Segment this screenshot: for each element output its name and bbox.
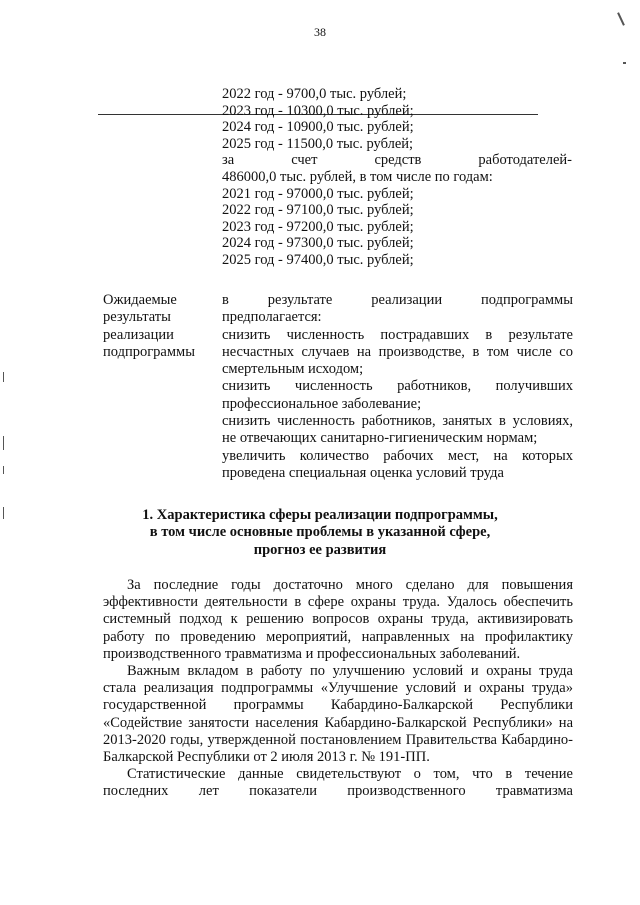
scan-mark-left-1 [3,372,4,382]
section-title [110,507,530,559]
section-title-line: в том числе основные проблемы в указанной сфере, [149,524,491,541]
employers-word: счет [291,152,318,169]
employers-word: средств [374,152,422,169]
results-item: снизить численность работников, занятых в условиях, не отвечающих санитарно-гигиеническим нормам; [222,413,573,447]
employers-year-line: 2025 год - 97400,0 тыс. рублей; [222,251,414,268]
body-paragraph: За последние годы достаточно много сделано для повышения эффективности деятельности в сфере охраны труда. Удалось обеспечить системный подход к решению вопросов охраны труда, активизировать работу по проведению мероприятий, направленных на профилактику производственного травматизма и профессиональных заболеваний. [103,577,573,662]
body-paragraph: Статистические данные свидетельствуют о том, что в течение последних лет показатели производственного травматизма [103,766,573,800]
body-paragraph: Важным вкладом в работу по улучшению условий и охраны труда стала реализация подпрограммы «Улучшение условий и охраны труда» государственной программы Кабардино-Балкарской Республики «Содействие занятости населения Кабардино-Балкарской Республики» на 2013-2020 годы, утвержденной постановлением Правительства Кабардино-Балкарской Республики от 2 июля 2013 г. № 191-ПП. [103,663,573,766]
results-item: снизить численность пострадавших в результате несчастных случаев на производстве, в том числе со смертельным исходом; [222,326,573,378]
section-body [103,577,573,801]
results-intro-word: подпрограммы [481,292,573,308]
scan-mark-left-4 [3,507,4,519]
employers-year-line: 2022 год - 97100,0 тыс. рублей; [222,202,414,219]
results-item: снизить численность работников, получивших профессиональное заболевание; [222,378,573,412]
scan-mark-left-2 [3,436,4,450]
employers-word: работодателей- [478,152,572,169]
scan-mark-left-3 [3,466,4,474]
employers-year-line: 2023 год - 97200,0 тыс. рублей; [222,218,414,235]
results-intro-continuation: предполагается: [222,309,322,326]
results-intro-word: в [222,292,229,308]
scan-mark-top-right [617,12,625,26]
employers-year-line: 2024 год - 97300,0 тыс. рублей; [222,235,414,252]
results-intro-word: реализации [371,292,443,308]
scan-mark-top-right-small [623,62,626,64]
employers-word: за [222,152,235,169]
employers-year-line: 2021 год - 97000,0 тыс. рублей; [222,185,414,202]
expected-results-body [222,292,573,482]
employers-funds-heading [222,152,572,169]
finance-line: 2023 год - 10300,0 тыс. рублей; [222,102,414,119]
finance-line: 2022 год - 9700,0 тыс. рублей; [222,86,407,102]
section-title-line: 1. Характеристика сферы реализации подпрограммы, [142,507,498,523]
finance-line: 2024 год - 10900,0 тыс. рублей; [222,119,414,136]
finance-line: 2025 год - 11500,0 тыс. рублей; [222,135,414,152]
expected-results-label: Ожидаемые результаты реализации подпрограммы [103,292,195,360]
results-item: увеличить количество рабочих мест, на которых проведена специальная оценка условий труда [222,447,573,481]
page-number: 38 [314,25,326,39]
results-intro [222,292,573,309]
employers-funds-total: 486000,0 тыс. рублей, в том числе по годам: [222,168,493,185]
financing-block [222,86,582,269]
section-title-line: прогноз ее развития [253,541,387,558]
results-intro-word: результате [267,292,333,308]
